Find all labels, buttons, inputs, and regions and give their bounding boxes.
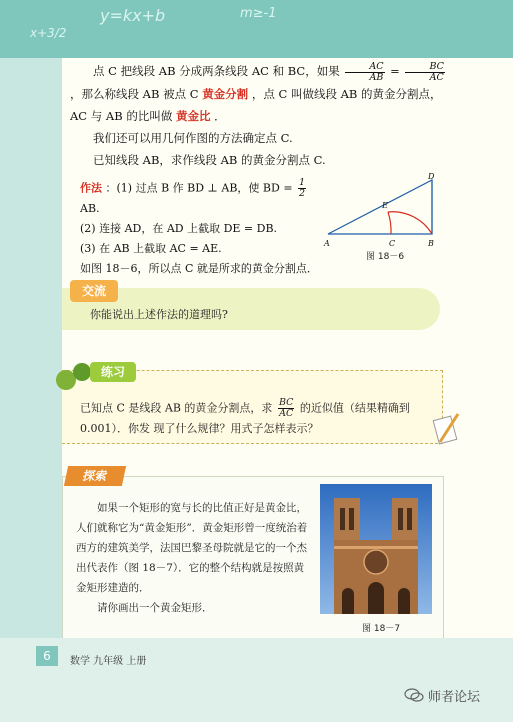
point-c: C [389, 239, 396, 248]
frac-den: 2 [299, 188, 306, 199]
footer-strip [0, 638, 513, 722]
fraction-half [298, 178, 306, 199]
fraction-bc-ac-practice [278, 398, 294, 419]
explore-prompt: 请你画出一个黄金矩形． [97, 602, 213, 614]
frac-den: AB [369, 71, 384, 83]
point-e: E [382, 201, 388, 210]
rose-window [364, 550, 388, 574]
step1-text: ：(1) 过点 B 作 BD ⊥ AB，使 BD = [105, 181, 293, 195]
frac-num: AC [345, 62, 384, 73]
paragraph-2: 我们还可以用几何作图的方法确定点 C. [93, 130, 293, 145]
practice-tag: 练习 [90, 362, 136, 382]
side-strip [0, 58, 62, 638]
right-triangle [328, 180, 432, 234]
tower-window [349, 508, 354, 530]
method-step-2: (2) 连接 AD，在 AD 上截取 DE = DB. [80, 222, 278, 235]
notre-dame-photo [320, 484, 432, 614]
portal-left [342, 588, 354, 614]
explore-paragraph: 如果一个矩形的宽与长的比值正好是黄金比，人们就称它为“黄金矩形”．黄金矩形曾一度统治着西方的建筑美学，法国巴黎圣母院就是它的一个杰出代表作（图 18－7）．它的整个结构就是按照黄金矩形建造的． [76, 502, 308, 594]
tower-window [340, 508, 345, 530]
portal-center [368, 582, 384, 614]
figure-18-6-caption: 图 18－6 [366, 252, 405, 262]
exchange-question: 你能说出上述作法的道理吗? [90, 308, 228, 321]
header-formula-2: y=kx+b [100, 6, 166, 25]
header-band [0, 0, 513, 58]
step1-end: AB. [80, 202, 100, 215]
method-step-1 [80, 178, 320, 219]
p1-end: ． [214, 108, 226, 123]
exchange-tag: 交流 [70, 280, 118, 302]
method-label: 作法 [80, 181, 102, 195]
book-label: 数学 九年级 上册 [70, 656, 147, 667]
method-step-3: (3) 在 AB 上截取 AC = AE. [80, 242, 222, 255]
definition-paragraph [70, 60, 450, 127]
wechat-icon [404, 688, 424, 702]
ball-icon [73, 363, 91, 381]
equals-sign: = [390, 64, 400, 78]
tower-window [407, 508, 412, 530]
construction-method [80, 178, 320, 279]
main-text [70, 60, 450, 171]
p1-part4: ，点 C 叫做线段 AB 的黄金分割点，AC 与 AB 的比叫做 [70, 86, 442, 123]
notebook-pencil-icon [432, 408, 462, 448]
portal-right [398, 588, 410, 614]
gallery-band [334, 546, 418, 549]
page-number: 6 [36, 646, 58, 666]
paragraph-3: 已知线段 AB，求作线段 AB 的黄金分割点 C. [93, 152, 326, 167]
header-formula-3: m≥-1 [240, 6, 277, 21]
fraction-ac-ab [345, 62, 384, 83]
p1-part2: ，那么称线段 [70, 86, 139, 101]
practice-question [80, 398, 420, 439]
term-golden-section: 黄金分割 [202, 86, 249, 101]
practice-text-c: 现了什么规律？用式子怎样表示？ [153, 422, 319, 435]
point-b: B [428, 239, 434, 248]
explore-text [76, 498, 308, 618]
tower-window [398, 508, 403, 530]
figure-18-7-caption: 图 18－7 [362, 624, 401, 634]
frac-num: BC [278, 397, 294, 408]
watermark-text: 师者论坛 [428, 690, 481, 705]
frac-den: AC [279, 408, 294, 419]
practice-text-b: 的近似值（结果精确到 0.001）．你发 [80, 401, 410, 435]
practice-text-a: 已知点 C 是线段 AB 的黄金分割点，求 [80, 401, 273, 415]
explore-tag: 探索 [64, 466, 126, 486]
method-conclusion: 如图 18－6，所以点 C 就是所求的黄金分割点． [80, 262, 318, 275]
arc-ae-ac [388, 212, 391, 234]
p1-part1: 点 C 把线段 AB 分成两条线段 AC 和 BC，如果 [93, 64, 340, 78]
term-golden-ratio: 黄金比 [175, 108, 211, 123]
frac-num: 1 [299, 177, 306, 188]
frac-den: AC [429, 71, 444, 83]
header-formula-1: x+3/2 [30, 26, 67, 40]
fraction-bc-ac [405, 62, 444, 83]
arc-de-db [388, 212, 432, 234]
p1-part3: AB 被点 C [142, 86, 199, 101]
point-a: A [324, 239, 330, 248]
ball-icon [56, 370, 76, 390]
frac-num: BC [405, 62, 444, 73]
point-d: D [428, 172, 435, 181]
